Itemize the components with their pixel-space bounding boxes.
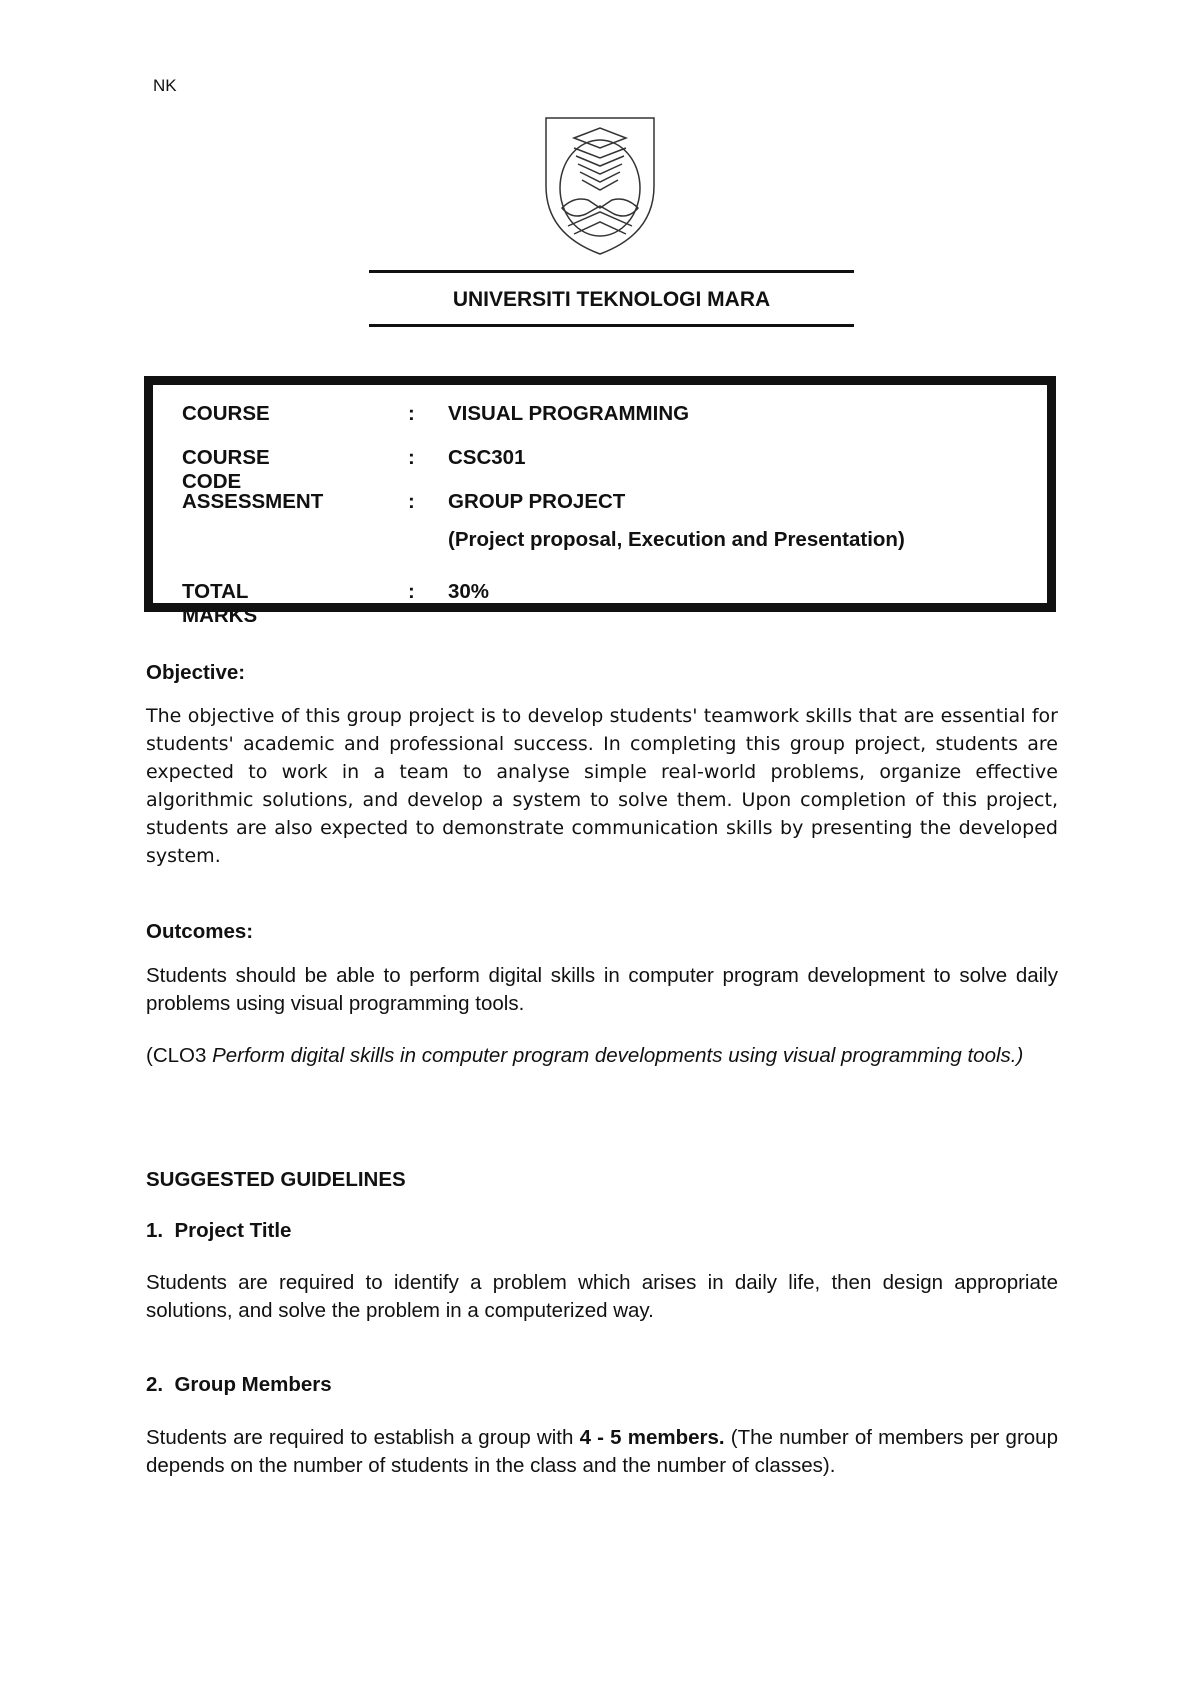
course-info-box — [144, 376, 1056, 627]
assessment-value: GROUP PROJECT — [448, 490, 626, 513]
course-label: COURSE — [182, 402, 270, 425]
total-marks-value: 30% — [448, 580, 490, 603]
outcomes-heading: Outcomes: — [146, 920, 254, 943]
title-top-rule — [369, 270, 854, 273]
project-title-heading: 1. Project Title — [146, 1219, 292, 1242]
clo-prefix: (CLO3 — [146, 1044, 213, 1067]
guidelines-heading: SUGGESTED GUIDELINES — [146, 1168, 406, 1191]
assessment-label: ASSESSMENT — [182, 490, 324, 513]
course-colon: : — [408, 402, 415, 425]
objective-text: The objective of this group project is to develop students' teamwork skills that are essential for students' academic and professional success. In completing this group project, students are expected to work in a team to analyse simple real-world problems, organize effective algorithmic solutions, and develop a system to solve them. Upon completion of this project, students are also expected to demonstrate communication skills by presenting the developed system. — [146, 705, 1058, 867]
assessment-subtitle: (Project proposal, Execution and Presentation) — [448, 528, 905, 551]
objective-heading: Objective: — [146, 661, 246, 684]
course-value: VISUAL PROGRAMMING — [448, 402, 690, 425]
clo-description: Perform digital skills in computer program developments using visual programming tools.) — [212, 1044, 1024, 1067]
group-members-heading: 2. Group Members — [146, 1373, 332, 1396]
title-bottom-rule — [369, 324, 854, 327]
group-members-text-end: (The number of members per group depends on the number of students in the class and the number of classes). — [146, 1426, 1058, 1477]
assessment-colon: : — [408, 490, 415, 513]
total-marks-label: TOTAL MARKS — [182, 580, 258, 627]
document-initials: NK — [153, 76, 177, 95]
total-marks-colon: : — [408, 580, 415, 603]
group-members-count: 4 - 5 members. — [579, 1426, 725, 1449]
clo-statement — [146, 1042, 1058, 1070]
outcomes-text: Students should be able to perform digital skills in computer program development to solve daily problems using visual programming tools. — [146, 964, 1058, 1015]
group-members-text — [146, 1424, 1058, 1480]
course-code-value: CSC301 — [448, 446, 526, 469]
university-crest-logo — [544, 116, 656, 256]
project-title-text: Students are required to identify a problem which arises in daily life, then design appropriate solutions, and solve the problem in a computerized way. — [146, 1271, 1058, 1322]
course-code-colon: : — [408, 446, 415, 469]
university-name: UNIVERSITI TEKNOLOGI MARA — [452, 288, 771, 311]
group-members-text-start: Students are required to establish a group with — [146, 1426, 580, 1449]
course-code-label: COURSE CODE — [182, 446, 270, 493]
